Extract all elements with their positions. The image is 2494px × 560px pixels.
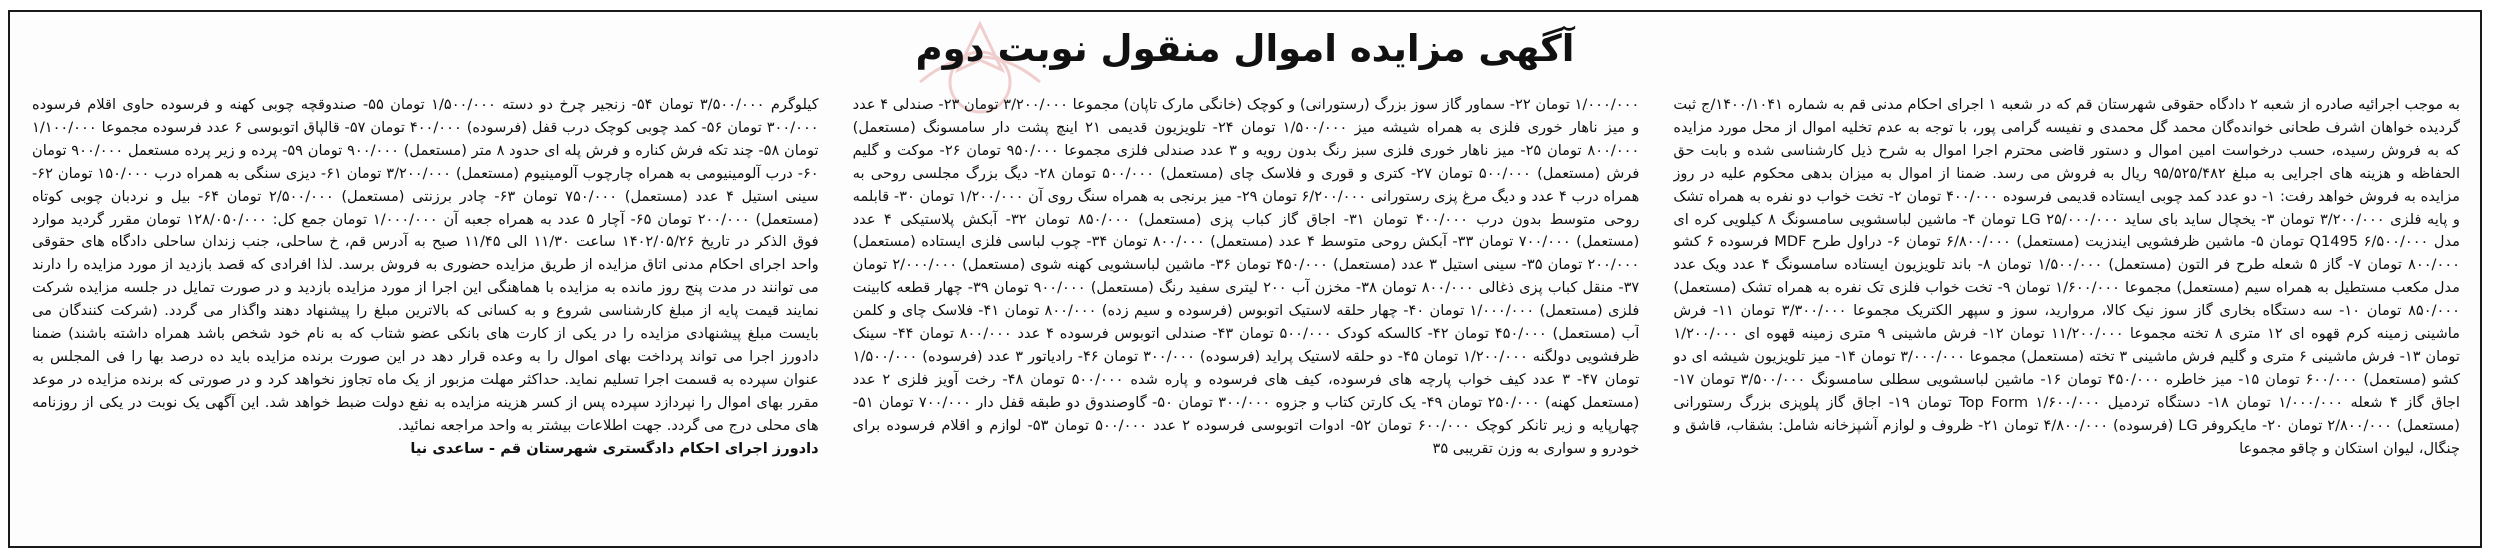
auction-notice [8,10,2482,548]
notice-column-1 [1673,94,2460,536]
notice-title: آگهی مزایده اموال منقول نوبت دوم [915,27,1575,70]
notice-paragraph: ۱/۰۰۰/۰۰۰ تومان ۲۲- سماور گاز سوز بزرگ (رستورانی) و کوچک (خانگی مارک تاپان) مجموعا ۳/۲۰۰/۰۰۰ تومان ۲۳- صندلی ۴ عدد و میز ناهار خوری فلزی به همراه شیشه میز ۱/۵۰۰/۰۰۰ تومان ۲۴- تلویزیون قدیمی ۲۱ اینچ پشت دار سامسونگ (مستعمل) ۸۰۰/۰۰۰ تومان ۲۵- میز ناهار خوری فلزی سبز رنگ بدون رویه و ۳ عدد صندلی فلزی مجموعا ۹۵۰/۰۰۰ تومان ۲۶- موکت و گلیم فرش (مستعمل) ۵۰۰/۰۰۰ تومان ۲۷- کتری و قوری و فلاسک چای (مستعمل) ۵۰۰/۰۰۰ تومان ۲۸- دیگ بزرگ مجلسی روحی به همراه درب ۴ عدد و دیگ مرغ پزی رستورانی ۶/۲۰۰/۰۰۰ تومان ۲۹- میز برنجی به همراه سنگ روی آن ۱/۲۰۰/۰۰۰ تومان ۳۰- قابلمه روحی متوسط بدون درب ۴۰۰/۰۰۰ تومان ۳۱- اجاق گاز کباب پزی (مستعمل) ۸۵۰/۰۰۰ تومان ۳۲- آبکش پلاستیکی ۴ عدد (مستعمل) ۷۰۰/۰۰۰ تومان ۳۳- آبکش روحی متوسط ۴ عدد (مستعمل) ۸۰۰/۰۰۰ تومان ۳۴- چوب لباسی فلزی ایستاده (مستعمل) ۲۰۰/۰۰۰ تومان ۳۵- سینی استیل ۳ عدد (مستعمل) ۴۵۰/۰۰۰ تومان ۳۶- ماشین لباسشویی کهنه شوی (مستعمل) ۲/۰۰۰/۰۰۰ تومان ۳۷- منقل کباب پزی ذغالی ۸۰۰/۰۰۰ تومان ۳۸- مخزن آب ۲۰۰ لیتری سفید رنگ (مستعمل) ۹۰۰/۰۰۰ تومان ۳۹- چهار قطعه کابینت فلزی (مستعمل) ۱/۰۰۰/۰۰۰ تومان ۴۰- چهار حلقه لاستیک اتوبوس (فرسوده و سیم زده) ۸۰۰/۰۰۰ تومان ۴۱- فلاسک چای و کلمن آب (مستعمل) ۴۵۰/۰۰۰ تومان ۴۲- کالسکه کودک ۵۰۰/۰۰۰ تومان ۴۳- صندلی اتوبوس فرسوده ۴ عدد ۸۰۰/۰۰۰ تومان ۴۴- سینک ظرفشویی دولگنه ۱/۲۰۰/۰۰۰ تومان ۴۵- دو حلقه لاستیک پراید (فرسوده) ۳۰۰/۰۰۰ تومان ۴۶- رادیاتور ۳ عدد (فرسوده) ۱/۵۰۰/۰۰۰ تومان ۴۷- ۳ عدد کیف خواب پارچه های فرسوده، کیف های فرسوده و پاره شده ۵۰۰/۰۰۰ تومان ۴۸- رخت آویز فلزی ۲ عدد (مستعمل کهنه) ۲۵۰/۰۰۰ تومان ۴۹- یک کارتن کتاب و جزوه ۳۰۰/۰۰۰ تومان ۵۰- گاوصندوق دو طبقه قفل دار ۷۰۰/۰۰۰ تومان ۵۱- چهارپایه و زیر تانکر کوچک ۶۰۰/۰۰۰ تومان ۵۲- ادوات اتوبوسی فرسوده ۲ عدد ۵۰۰/۰۰۰ تومان ۵۳- لوازم و اقلام فرسوده برای خودرو و سواری به وزن تقریبی ۳۵ [852,96,1640,457]
notice-paragraph: کیلوگرم ۳/۵۰۰/۰۰۰ تومان ۵۴- زنجیر چرخ دو دسته ۱/۵۰۰/۰۰۰ تومان ۵۵- صندوقچه چوبی کهنه و فرسوده حاوی اقلام فرسوده ۳۰۰/۰۰۰ تومان ۵۶- کمد چوبی کوچک درب قفل (فرسوده) ۴۰۰/۰۰۰ تومان ۵۷- قالپاق اتوبوسی ۶ عدد فرسوده مجموعا ۱/۱۰۰/۰۰۰ تومان ۵۸- چند تکه فرش کناره و فرش پله ای حدود ۸ متر (مستعمل) ۹۰۰/۰۰۰ تومان ۵۹- پرده و زیر پرده مستعمل ۹۰۰/۰۰۰ تومان ۶۰- درب آلومینیومی به همراه چارچوب آلومینیوم (مستعمل) ۳/۲۰۰/۰۰۰ تومان ۶۱- دیزی سنگی به همراه درب ۱۵۰/۰۰۰ تومان ۶۲- سینی استیل ۴ عدد (مستعمل) ۷۵۰/۰۰۰ تومان ۶۳- چادر برزنتی (مستعمل) ۲/۵۰۰/۰۰۰ تومان ۶۴- بیل و نردبان چوبی کوتاه (مستعمل) ۲۰۰/۰۰۰ تومان ۶۵- آچار ۵ عدد به همراه جعبه آن ۱/۰۰۰/۰۰۰ تومان جمع کل: ۱۲۸/۰۵۰/۰۰۰ تومان مقرر گردید موارد فوق الذکر در تاریخ ۱۴۰۲/۰۵/۲۶ ساعت ۱۱/۳۰ الی ۱۱/۴۵ صبح به آدرس قم، خ ساحلی، جنب زندان ساحلی دادگاه های حقوقی واحد اجرای احکام مدنی اتاق مزایده از طریق مزایده حضوری به فروش برسد. لذا افرادی که قصد بازدید از مورد مزایده را دارند می توانند در مدت پنج روز مانده به مزایده با هماهنگی این اجرا از مورد مزایده بازدید و در صورت تمایل در جلسه مزایده شرکت نمایند قیمت پایه از مبلغ کارشناسی شروع و به کسانی که بالاترین مبلغ را پیشنهاد دهند واگذار می گردد. (شرکت کنندگان می بایست مبلغ پیشنهادی مزایده را در یکی از کارت های بانکی عضو شتاب که به نام خود شخص باشد همراه داشته باشند) ضمنا دادورز اجرا می تواند پرداخت بهای اموال را به وعده قرار دهد در این صورت برنده مزایده باید ده درصد بها را فی المجلس به عنوان سپرده به قسمت اجرا تسلیم نماید. حداکثر مهلت مزبور از یک ماه تجاوز نخواهد کرد و در صورتی که برنده مزایده در موعد مقرر بهای اموال را نپردازد سپرده پس از کسر هزینه مزایده به نفع دولت ضبط خواهد شد. این آگهی یک نوبت در یکی از روزنامه های محلی درج می گردد. جهت اطلاعات بیشتر به واحد مراجعه نمائید. [31,96,819,434]
notice-column-3 [32,94,819,536]
notice-body [32,94,2460,536]
notice-signature: دادورز اجرای احکام دادگستری شهرستان قم - ساعدی نیا [410,439,819,457]
notice-paragraph: به موجب اجرائیه صادره از شعبه ۲ دادگاه حقوقی شهرستان قم که در شعبه ۱ اجرای احکام مدنی قم به شماره ۱۴۰۰/۱۰۴۱/ج ثبت گردیده خواهان اشرف طحانی خوانده‌گان محمد گل محمدی و نفیسه گرامی پور، با توجه به عدم تخلیه اموال از محل مورد مزایده که به فروش رسیده، حسب درخواست امین اموال و دستور قاضی محترم اجرا اموال به شرح ذیل کارشناسی شده و بابت حق الحفاظه و هزینه های اجرایی به مبلغ ۹۵/۵۲۵/۴۸۲ ریال به فروش می رسد. ضمنا از اموال به میزان بدهی محکوم علیه در روز مزایده به فروش خواهد رفت: ۱- دو عدد کمد چوبی ایستاده قدیمی فرسوده ۴۰۰/۰۰۰ تومان ۲- تخت خواب دو نفره به همراه تشک و پایه فلزی ۳/۲۰۰/۰۰۰ تومان ۳- یخچال ساید بای ساید LG ۲۵/۰۰۰/۰۰۰ تومان ۴- ماشین لباسشویی سامسونگ ۸ کیلویی کره ای مدل Q1495 ۶/۵۰۰/۰۰۰ تومان ۵- ماشین ظرفشویی ایندزیت (مستعمل) ۶/۸۰۰/۰۰۰ تومان ۶- دراول طرح MDF فرسوده ۶ کشو ۸۰۰/۰۰۰ تومان ۷- گاز ۵ شعله طرح فر التون (مستعمل) ۱/۵۰۰/۰۰۰ تومان ۸- باند تلویزیون ایستاده سامسونگ ۴ عدد ویک عدد مدل مکعب مستطیل به همراه سیم (مستعمل) مجموعا ۱/۶۰۰/۰۰۰ تومان ۹- تخت خواب فلزی تک نفره به همراه تشک (مستعمل) ۸۵۰/۰۰۰ تومان ۱۰- سه دستگاه بخاری گاز سوز نیک کالا، مروارید، سوز و سپهر الکتریک مجموعا ۳/۳۰۰/۰۰۰ تومان ۱۱- فرش ماشینی زمینه کرم قهوه ای ۱۲ متری ۸ تخته مجموعا ۱۱/۲۰۰/۰۰۰ تومان ۱۲- فرش ماشینی ۹ متری زمینه قهوه ای ۱/۲۰۰/۰۰۰ تومان ۱۳- فرش ماشینی ۶ متری و گلیم فرش ماشینی ۳ تخته (مستعمل) مجموعا ۳/۰۰۰/۰۰۰ تومان ۱۴- میز تلویزیون شیشه ای دو کشو (مستعمل) ۶۰۰/۰۰۰ تومان ۱۵- میز خاطره ۴۵۰/۰۰۰ تومان ۱۶- ماشین لباسشویی سطلی سامسونگ ۳/۵۰۰/۰۰۰ تومان ۱۷- اجاق گاز ۴ شعله ۱/۰۰۰/۰۰۰ تومان ۱۸- دستگاه تردمیل Top Form ۱/۶۰۰/۰۰۰ تومان ۱۹- اجاق گاز پلوپزی بزرگ رستورانی (مستعمل) ۲/۸۰۰/۰۰۰ تومان ۲۰- مایکروفر LG (فرسوده) ۴/۸۰۰/۰۰۰ تومان ۲۱- ظروف و لوازم آشپزخانه شامل: بشقاب، قاشق و چنگال، لیوان استکان و چاقو مجموعا [1673,96,2460,457]
notice-column-2 [853,94,1640,536]
